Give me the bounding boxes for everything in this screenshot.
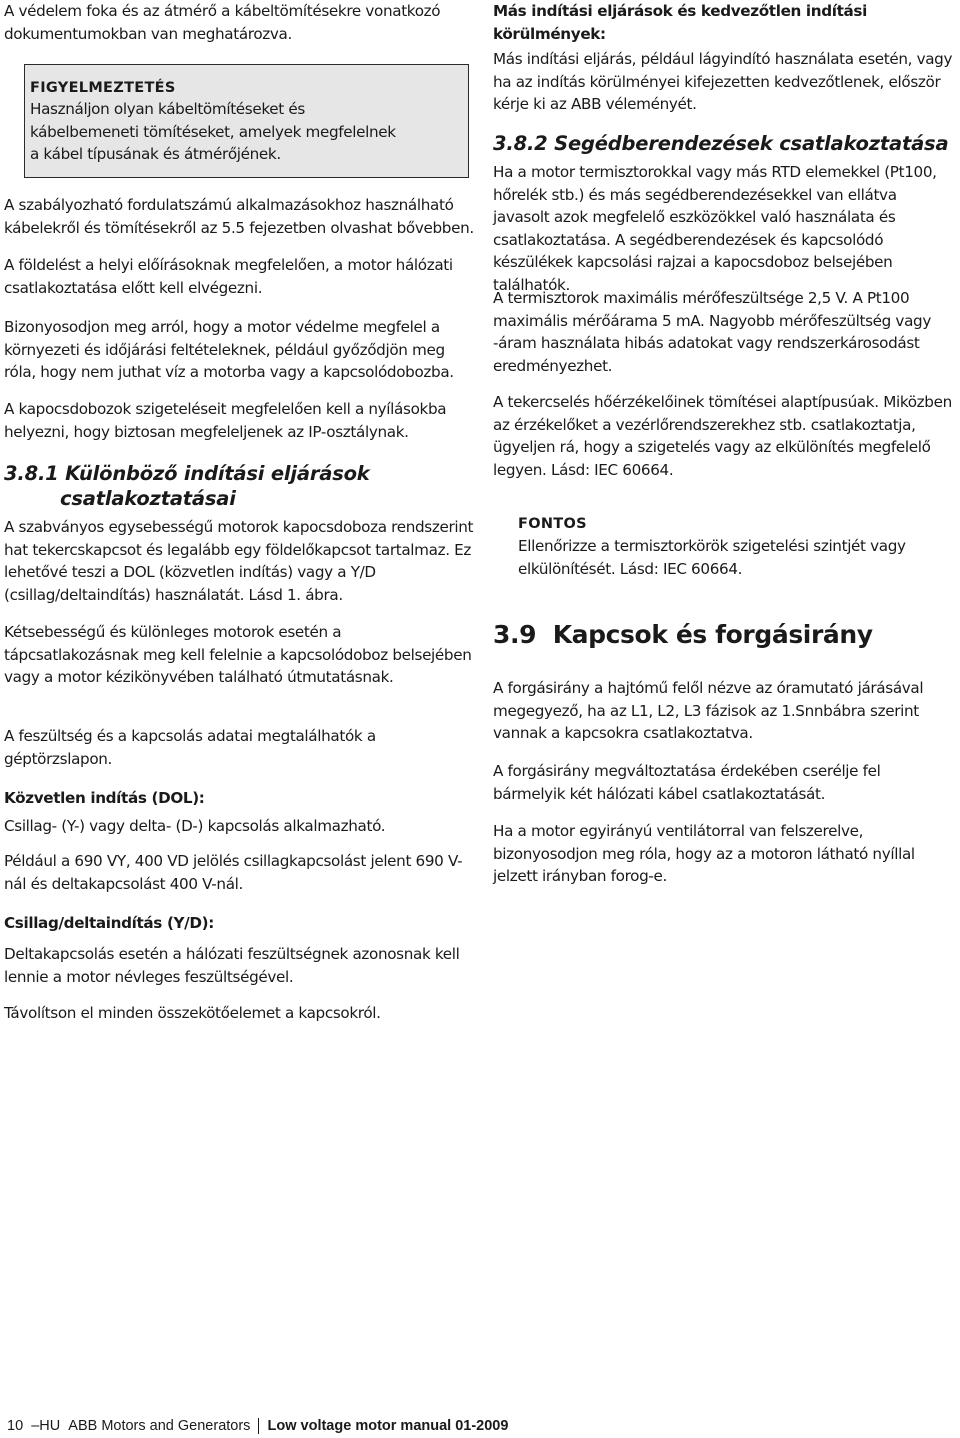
sensor-seal-paragraph: A tekercselés hőérzékelőinek tömítései alaptípusúak. Miközben az érzékelőket a vezérlőrendszerekhez stb. csatlakoztatja, ügyeljen rá, hogy a szigetelés vagy az elkülönítés megfelelő legyen. Lásd: IEC 60664. xyxy=(493,393,952,479)
right-column xyxy=(493,0,955,1438)
section-title: Segédberendezések csatlakoztatása xyxy=(554,132,949,155)
page-number: 10 xyxy=(7,1418,24,1434)
fan-paragraph: Ha a motor egyirányú ventilátorral van felszerelve, bizonyosodjon meg róla, hogy az a motoron látható nyíllal jelzett irányban forog-e. xyxy=(493,822,915,885)
thermistor-paragraph: A termisztorok maximális mérőfeszültsége 2,5 V. A Pt100 maximális mérőárama 5 mA. Nagyobb mérőfeszültség vagy -áram használata hibás adatokat vagy rendszerkárosodást eredményezhet. xyxy=(493,289,931,375)
important-paragraph: Ellenőrizze a termisztorkörök szigetelési szintjét vagy elkülönítését. Lásd: IEC 60664. xyxy=(518,537,906,578)
section-number: 3.9 xyxy=(493,620,537,649)
ip-class-paragraph: A kapocsdobozok szigeteléseit megfelelően kell a nyílásokba helyezni, hogy biztosan megfeleljenek az IP-osztálynak. xyxy=(4,400,447,441)
language-code: HU xyxy=(39,1418,61,1434)
yd-paragraph: Deltakapcsolás esetén a hálózati feszültségnek azonosnak kell lennie a motor névleges feszültségével. xyxy=(4,945,460,986)
rating-plate-paragraph: A feszültség és a kapcsolás adatai megtalálhatók a géptörzslapon. xyxy=(4,727,376,768)
rotation-change-paragraph: A forgásirány megváltoztatása érdekében cserélje fel bármelyik két hálózati kábel csatlakoztatását. xyxy=(493,762,881,803)
dol-paragraph: Csillag- (Y-) vagy delta- (D-) kapcsolás alkalmazható. xyxy=(4,817,386,835)
yd-remove-paragraph: Távolítson el minden összekötőelemet a kapcsokról. xyxy=(4,1004,381,1022)
important-box xyxy=(518,513,938,580)
cable-gland-paragraph: A szabályozható fordulatszámú alkalmazásokhoz használható kábelekről és tömítésekről az 5.5 fejezetben olvashat bővebben. xyxy=(4,196,474,237)
section-title: Kapcsok és forgásirány xyxy=(552,620,873,649)
yd-heading: Csillag/deltaindítás (Y/D): xyxy=(4,914,214,932)
dol-heading: Közvetlen indítás (DOL): xyxy=(4,789,205,807)
earthing-paragraph: A földelést a helyi előírásoknak megfelelően, a motor hálózati csatlakoztatása előtt kell elvégezni. xyxy=(4,256,453,297)
other-starting-paragraph: Más indítási eljárás, például lágyindító használata esetén, vagy ha az indítás körülményei kifejezetten kedvezőtlenek, először kérje ki az ABB véleményét. xyxy=(493,50,953,113)
terminal-box-paragraph: A szabványos egysebességű motorok kapocsdoboza rendszerint hat tekercskapcsot és legalább egy földelőkapcsot tartalmaz. Ez lehetővé teszi a DOL (közvetlen indítás) vagy a Y/D (csillag/deltaindítás) használatát. Lásd 1. ábra. xyxy=(4,518,474,604)
left-column-body xyxy=(4,0,474,1438)
important-title: FONTOS xyxy=(518,516,587,532)
section-number: 3.8.2 xyxy=(493,132,548,155)
warning-line: Használjon olyan kábeltömítéseket és xyxy=(30,100,305,118)
other-starting-heading: Más indítási eljárások és kedvezőtlen indítási körülmények: xyxy=(493,2,867,43)
section-heading-3-8-1 xyxy=(4,461,474,511)
warning-line: a kábel típusának és átmérőjének. xyxy=(30,145,281,163)
page-footer: 10 –HU ABB Motors and Generators Low voltage motor manual 01-2009 xyxy=(7,1418,509,1434)
section-title: Különböző indítási eljárások xyxy=(65,462,370,485)
auxiliary-paragraph: Ha a motor termisztorokkal vagy más RTD elemekkel (Pt100, hőrelék stb.) és más segédberendezésekkel van ellátva javasolt azok megfelelő eszközökkel való használata és csatlakoztatása. A segédberendezések és kapcsolódó készülékek kapcsolási rajzai a kapocsdoboz belsejében találhatók. xyxy=(493,163,937,294)
warning-title: FIGYELMEZTETÉS xyxy=(30,80,176,96)
rotation-paragraph: A forgásirány a hajtómű felől nézve az óramutató járásával megegyező, ha az L1, L2, L3 fázisok az 1.Snnbábra szerint vannak a kapcsokra csatlakoztatva. xyxy=(493,679,924,742)
intro-paragraph: A védelem foka és az átmérő a kábeltömítésekre vonatkozó dokumentumokban van meghatározva. xyxy=(4,2,441,43)
section-heading-3-9 xyxy=(493,620,873,650)
section-title-cont: csatlakoztatásai xyxy=(60,487,236,510)
company-name: ABB Motors and Generators xyxy=(68,1418,251,1434)
footer-separator xyxy=(258,1418,259,1434)
document-title: Low voltage motor manual 01-2009 xyxy=(267,1418,509,1434)
warning-line: kábelbemeneti tömítéseket, amelyek megfelelnek xyxy=(30,122,396,141)
protection-paragraph: Bizonyosodjon meg arról, hogy a motor védelme megfelel a környezeti és időjárási feltételeknek, például győződjön meg róla, hogy nem juthat víz a motorba vagy a kapcsolódobozba. xyxy=(4,318,454,381)
two-speed-paragraph: Kétsebességű és különleges motorok esetén a tápcsatlakozásnak meg kell felelnie a kapcsolódoboz belsejében vagy a motor kézikönyvében található útmutatásnak. xyxy=(4,623,472,686)
section-heading-3-8-2 xyxy=(493,131,948,156)
section-number: 3.8.1 xyxy=(4,462,59,485)
dol-example-paragraph: Például a 690 VY, 400 VD jelölés csillagkapcsolást jelent 690 V-nál és deltakapcsolást 400 V-nál. xyxy=(4,852,463,893)
